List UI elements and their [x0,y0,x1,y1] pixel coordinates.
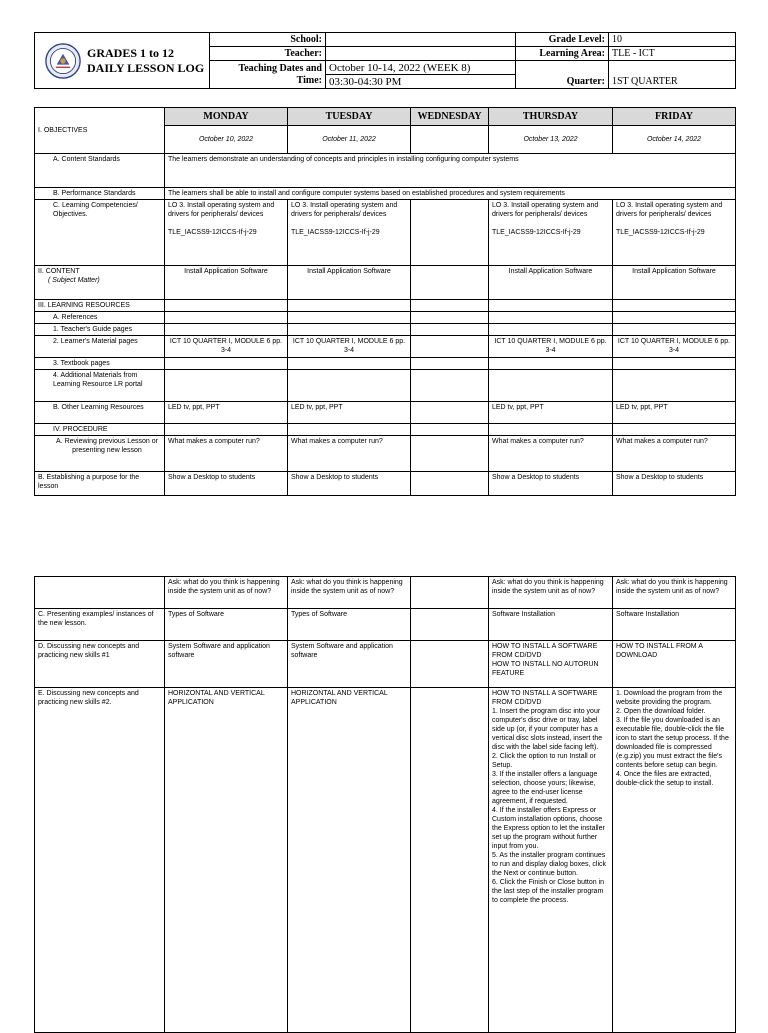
purpose-cell: Show a Desktop to students [613,472,736,496]
objectives-label: I. OBJECTIVES [35,108,165,154]
lm-cell: ICT 10 QUARTER I, MODULE 6 pp. 3-4 [165,336,288,358]
competency-cell-empty [411,200,489,266]
e-cell: HORIZONTAL AND VERTICAL APPLICATION [288,688,411,1033]
d-cell: HOW TO INSTALL FROM A DOWNLOAD [613,641,736,688]
competency-cell: LO 3. Install operating system and drivers for peripherals/ devices TLE_IACSS9-12ICCS-If-j-29 [288,200,411,266]
school-label: School: [210,33,326,47]
lesson-table-page2 [34,576,736,1033]
e-cell: HORIZONTAL AND VERTICAL APPLICATION [165,688,288,1033]
brand-line1: GRADES 1 to 12 [87,45,175,60]
content-cell: Install Application Software [489,266,613,300]
lesson-table-page1 [34,107,736,496]
content-label [35,266,165,300]
purpose-cell: Show a Desktop to students [165,472,288,496]
day-header: WEDNESDAY [411,108,489,126]
other-resources-label: B. Other Learning Resources [35,402,165,424]
purpose-cell: Show a Desktop to students [489,472,613,496]
procedure-label: IV. PROCEDURE [35,424,165,436]
grade-label: Grade Level: [516,33,609,47]
date-cell: October 14, 2022 [613,126,736,154]
content-std-text: The learners demonstrate an understanding of concepts and principles in installing configuring computer systems [165,154,736,188]
references-label: A. References [35,312,165,324]
d-cell: System Software and application software [165,641,288,688]
c-cell: Software Installation [489,609,613,641]
c-cell: Types of Software [165,609,288,641]
c-cell: Software Installation [613,609,736,641]
competency-cell: LO 3. Install operating system and drivers for peripherals/ devices TLE_IACSS9-12ICCS-If-j-29 [489,200,613,266]
day-header: FRIDAY [613,108,736,126]
review-cell: What makes a computer run? [489,436,613,472]
day-header: THURSDAY [489,108,613,126]
presenting-label: C. Presenting examples/ instances of the new lesson. [35,609,165,641]
perf-std-label: B. Performance Standards [35,188,165,200]
time-value: 03:30-04:30 PM [326,75,516,89]
review-cell: What makes a computer run? [613,436,736,472]
header-table [34,32,736,89]
dates-label: Teaching Dates and Time: [210,61,326,89]
date-cell: October 11, 2022 [288,126,411,154]
teacher-value [326,47,516,61]
teacher-label: Teacher: [210,47,326,61]
olr-cell: LED tv, ppt, PPT [489,402,613,424]
area-value: TLE - ICT [609,47,736,61]
brand-line2: DAILY LESSON LOG [87,60,205,75]
content-std-label: A. Content Standards [35,154,165,188]
competency-cell: LO 3. Install operating system and drivers for peripherals/ devices TLE_IACSS9-12ICCS-If-j-29 [165,200,288,266]
lm-cell: ICT 10 QUARTER I, MODULE 6 pp. 3-4 [288,336,411,358]
quarter-label: Quarter: [516,61,609,89]
d-cell: System Software and application software [288,641,411,688]
additional-materials-label: 4. Additional Materials from Learning Resource LR portal [35,370,165,402]
day-header: MONDAY [165,108,288,126]
review-cell: What makes a computer run? [288,436,411,472]
date-cell: October 13, 2022 [489,126,613,154]
tg-label: 1. Teacher's Guide pages [35,324,165,336]
lm-label: 2. Learner's Material pages [35,336,165,358]
quarter-value: 1ST QUARTER [609,61,736,89]
review-cell: What makes a computer run? [165,436,288,472]
olr-cell: LED tv, ppt, PPT [165,402,288,424]
school-value [326,33,516,47]
content-cell-empty [411,266,489,300]
textbook-label: 3. Textbook pages [35,358,165,370]
content-cell: Install Application Software [613,266,736,300]
olr-cell: LED tv, ppt, PPT [613,402,736,424]
content-subtitle: ( Subject Matter) [48,277,100,284]
competencies-label: C. Learning Competencies/ Objectives. [35,200,165,266]
perf-std-text: The learners shall be able to install and configure computer systems based on established procedures and system requirements [165,188,736,200]
purpose-cell: Show a Desktop to students [288,472,411,496]
ask-cell: Ask: what do you think is happening inside the system unit as of now? [613,577,736,609]
ask-cell: Ask: what do you think is happening inside the system unit as of now? [288,577,411,609]
date-cell: October 10, 2022 [165,126,288,154]
day-header: TUESDAY [288,108,411,126]
d-cell: HOW TO INSTALL A SOFTWARE FROM CD/DVD HOW TO INSTALL NO AUTORUN FEATURE [489,641,613,688]
content-cell: Install Application Software [165,266,288,300]
c-cell: Types of Software [288,609,411,641]
content-title: II. CONTENT [38,268,80,275]
content-cell: Install Application Software [288,266,411,300]
lm-cell: ICT 10 QUARTER I, MODULE 6 pp. 3-4 [489,336,613,358]
brand-cell [35,33,210,89]
date-cell [411,126,489,154]
deped-seal-icon [45,43,81,79]
area-label: Learning Area: [516,47,609,61]
e-cell: HOW TO INSTALL A SOFTWARE FROM CD/DVD 1. Insert the program disc into your computer's disc drive or tray, label side up (or, if your computer has a vertical disc slots instead, insert the disc with the label side facing left). 2. Click the option to run Install or Setup. 3. If the installer offers a language selection, choose yours; likewise, agree to the end-user license agreement, if requested. 4. If the installer offers Express or Custom installation options, choose the Express option to let the installer set up the program without further input from you. 5. As the installer program continues to run and display dialog boxes, click the Next or continue button. 6. Click the Finish or Close button in the last step of the installer program to complete the process. [489,688,613,1033]
grade-value: 10 [609,33,736,47]
ask-cell: Ask: what do you think is happening inside the system unit as of now? [489,577,613,609]
e-cell: 1. Download the program from the website providing the program. 2. Open the download folder. 3. If the file you downloaded is an executable file, double-click the file icon to start the setup process. If the downloaded file is compressed (e.g.zip) you must extract the file's contents before setup can begin. 4. Once the files are extracted, double-click the setup to install. [613,688,736,1033]
olr-cell: LED tv, ppt, PPT [288,402,411,424]
lm-cell: ICT 10 QUARTER I, MODULE 6 pp. 3-4 [613,336,736,358]
lr-label: III. LEARNING RESOURCES [35,300,165,312]
dates-value: October 10-14, 2022 (WEEK 8) [326,61,516,75]
discussing2-label: E. Discussing new concepts and practicing new skills #2. [35,688,165,1033]
discussing1-label: D. Discussing new concepts and practicing new skills #1 [35,641,165,688]
competency-cell: LO 3. Install operating system and drivers for peripherals/ devices TLE_IACSS9-12ICCS-If-j-29 [613,200,736,266]
ask-cell: Ask: what do you think is happening inside the system unit as of now? [165,577,288,609]
reviewing-label: A. Reviewing previous Lesson or presenting new lesson [35,436,165,472]
purpose-label: B. Establishing a purpose for the lesson [35,472,165,496]
